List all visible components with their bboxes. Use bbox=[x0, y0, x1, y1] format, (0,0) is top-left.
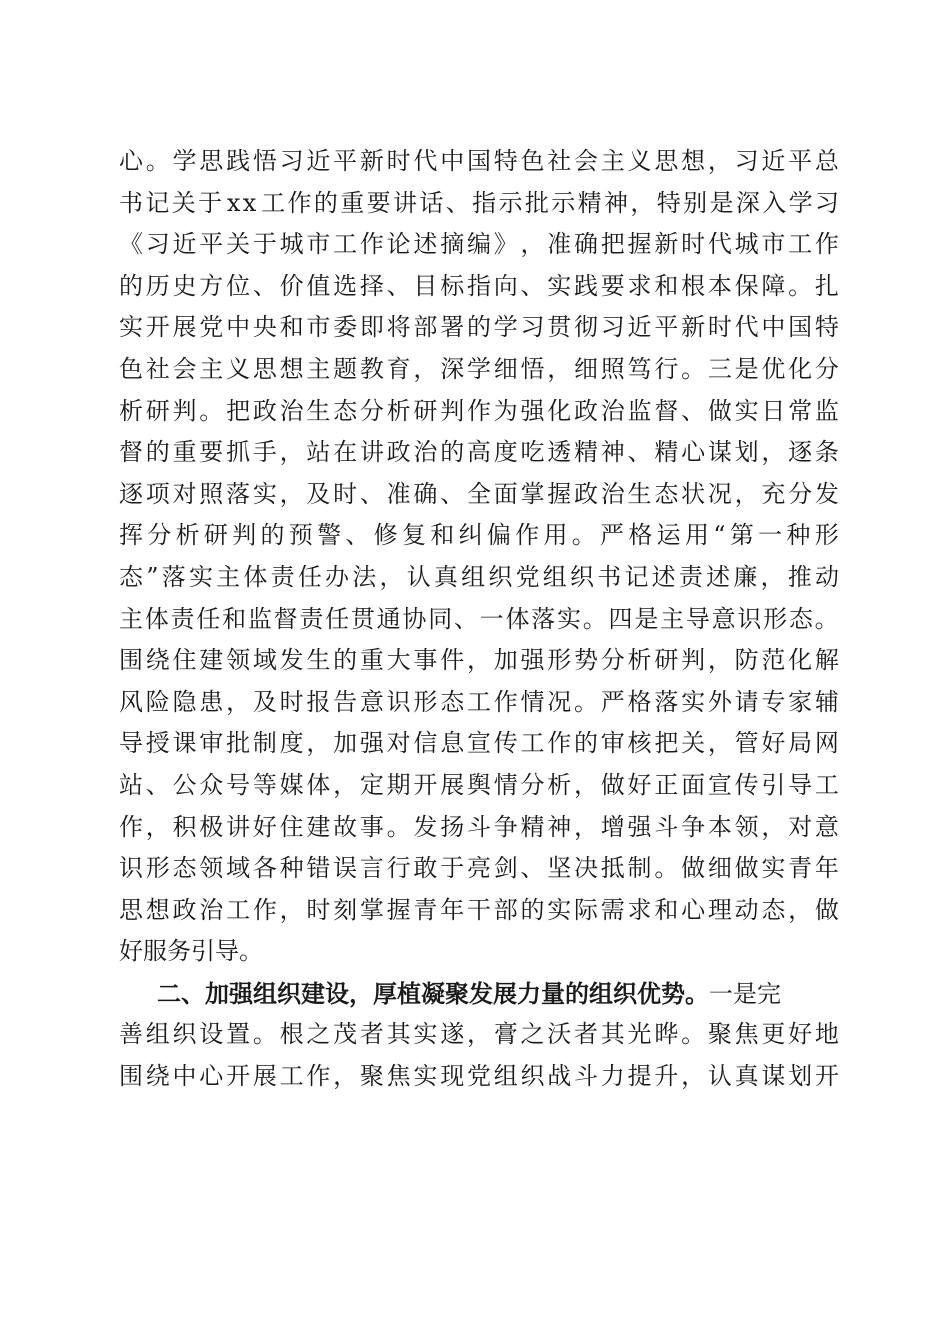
text-line: 导 授 课 审 批 制 度 ， 加 强 对 信 息 宣 传 工 作 的 审 核 把 关 ， 管 好 局 网 bbox=[119, 729, 839, 758]
text-line: 色 社 会 主 义 思 想 主 题 教 育 ， 深 学 细 悟 ， 细 照 笃 行 。 三 是 优 化 分 bbox=[119, 354, 839, 383]
text-line: 作 ， 积 极 讲 好 住 建 故 事 。 发 扬 斗 争 精 神 ， 增 强 斗 争 本 领 ， 对 意 bbox=[119, 812, 839, 841]
section-heading-tail: 一是完 bbox=[709, 979, 781, 1008]
text-line: 主 体 责 任 和 监 督 责 任 贯 通 协 同 、 一 体 落 实 。 四 是 主 导 意 识 形 态 。 bbox=[119, 604, 839, 633]
text-line: 督 的 重 要 抓 手 ， 站 在 讲 政 治 的 高 度 吃 透 精 神 、 精 心 谋 划 ， 逐 条 bbox=[119, 438, 839, 467]
text-line: 析 研 判 。 把 政 治 生 态 分 析 研 判 作 为 强 化 政 治 监 督 、 做 实 日 常 监 bbox=[119, 396, 839, 425]
text-line: 的 历 史 方 位 、 价 值 选 择 、 目 标 指 向 、 实 践 要 求 和 根 本 保 障 。 扎 bbox=[119, 271, 839, 300]
text-line: 围 绕 住 建 领 域 发 生 的 重 大 事 件 ， 加 强 形 势 分 析 研 判 ， 防 范 化 解 bbox=[119, 646, 839, 675]
text-line: 围 绕 中 心 开 展 工 作 ， 聚 焦 实 现 党 组 织 战 斗 力 提 升 ， 认 真 谋 划 开 bbox=[119, 1062, 839, 1091]
text-line: 风 险 隐 患 ， 及 时 报 告 意 识 形 态 工 作 情 况 。 严 格 落 实 外 请 专 家 辅 bbox=[119, 687, 839, 716]
section-heading: 二、加强组织建设，厚植凝聚发展力量的组织优势。 bbox=[157, 978, 709, 1008]
text-line: 挥 分 析 研 判 的 预 警 、 修 复 和 纠 偏 作 用 。 严 格 运 用 “ 第 一 种 形 bbox=[119, 521, 839, 550]
section-heading-line bbox=[119, 973, 839, 1015]
text-line: 态 ” 落 实 主 体 责 任 办 法 ， 认 真 组 织 党 组 织 书 记 述 责 述 廉 ， 推 动 bbox=[119, 562, 839, 591]
text-line: 心 。 学 思 践 悟 习 近 平 新 时 代 中 国 特 色 社 会 主 义 思 想 ， 习 近 平 总 bbox=[119, 147, 839, 175]
text-line: 逐 项 对 照 落 实 ， 及 时 、 准 确 、 全 面 掌 握 政 治 生 态 状 况 ， 充 分 发 bbox=[119, 479, 839, 508]
text-line: 好服务引导。 bbox=[119, 937, 263, 966]
body-text bbox=[119, 141, 839, 1098]
text-line: 识 形 态 领 域 各 种 错 误 言 行 敢 于 亮 剑 、 坚 决 抵 制 。 做 细 做 实 青 年 bbox=[119, 854, 839, 883]
text-line: 实 开 展 党 中 央 和 市 委 即 将 部 署 的 学 习 贯 彻 习 近 平 新 时 代 中 国 特 bbox=[119, 313, 839, 342]
text-line: 《 习 近 平 关 于 城 市 工 作 论 述 摘 编 》 ， 准 确 把 握 新 时 代 城 市 工 作 bbox=[119, 230, 839, 259]
text-line: 思 想 政 治 工 作 ， 时 刻 掌 握 青 年 干 部 的 实 际 需 求 和 心 理 动 态 ， 做 bbox=[119, 895, 839, 924]
text-line: 站 、 公 众 号 等 媒 体 ， 定 期 开 展 舆 情 分 析 ， 做 好 正 面 宣 传 引 导 工 bbox=[119, 770, 839, 799]
text-line: 书 记 关 于 x x 工 作 的 重 要 讲 话 、 指 示 批 示 精 神 ， 特 别 是 深 入 学 习 bbox=[119, 188, 839, 217]
text-line: 善 组 织 设 置 。 根 之 茂 者 其 实 遂 ， 膏 之 沃 者 其 光 晔 。 聚 焦 更 好 地 bbox=[119, 1020, 839, 1049]
